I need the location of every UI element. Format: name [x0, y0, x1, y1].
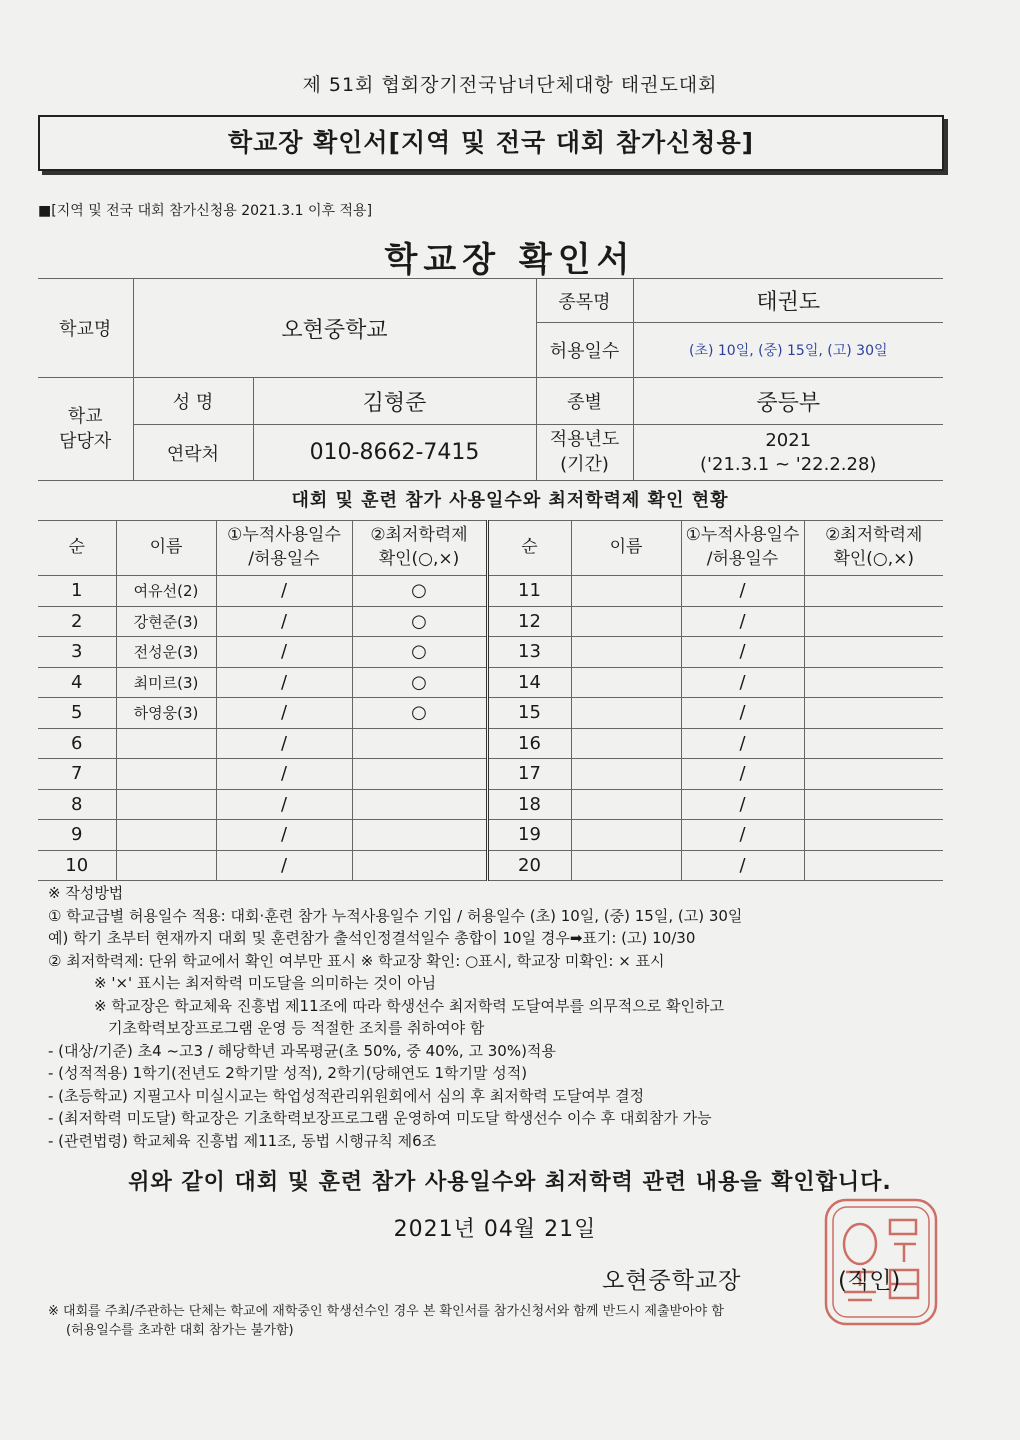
participant-name	[571, 850, 681, 881]
used-days: /	[216, 667, 352, 698]
table-row	[38, 789, 943, 820]
year-cell	[633, 425, 943, 481]
table-row	[38, 576, 943, 607]
participant-name	[571, 637, 681, 668]
check-mark: ○	[411, 610, 427, 632]
guide-line: - (초등학교) 지필고사 미실시교는 학업성적관리위원회에서 심의 후 최저학력 도달여부 결정	[48, 1086, 645, 1105]
participant-name: 전성운(3)	[116, 637, 216, 668]
used-days: /	[681, 667, 804, 698]
row-number: 7	[38, 759, 116, 790]
used-days: /	[216, 759, 352, 790]
participant-name	[116, 759, 216, 790]
guide-line: ① 학교급별 허용일수 적용: 대회·훈련 참가 누적사용일수 기입 / 허용일수 (초) 10일, (중) 15일, (고) 30일	[48, 906, 743, 925]
academic-check	[352, 576, 487, 607]
participant-name	[571, 759, 681, 790]
header-days: ①누적사용일수 /허용일수	[681, 521, 804, 576]
academic-check	[804, 820, 943, 851]
academic-check	[804, 789, 943, 820]
participant-name	[116, 789, 216, 820]
academic-check	[804, 606, 943, 637]
used-days: /	[681, 789, 804, 820]
row-number: 2	[38, 606, 116, 637]
row-number: 3	[38, 637, 116, 668]
used-days: /	[216, 728, 352, 759]
participant-name	[571, 698, 681, 729]
used-days: /	[216, 698, 352, 729]
table-row	[38, 820, 943, 851]
participant-name: 여유선(2)	[116, 576, 216, 607]
table-row	[38, 606, 943, 637]
row-number: 17	[487, 759, 571, 790]
row-number: 1	[38, 576, 116, 607]
participant-table	[38, 520, 943, 881]
table-row	[38, 850, 943, 881]
academic-check	[804, 637, 943, 668]
academic-check	[352, 667, 487, 698]
guide-line: - (최저학력 미도달) 학교장은 기초학력보장프로그램 운영하여 미도달 학생선수 이수 후 대회참가 가능	[48, 1109, 712, 1127]
section-title: 대회 및 훈련 참가 사용일수와 최저학력제 확인 현황	[291, 490, 729, 511]
confirm-statement: 위와 같이 대회 및 훈련 참가 사용일수와 최저학력 관련 내용을 확인합니다.	[128, 1170, 892, 1195]
footnote-line: ※ 대회를 주최/주관하는 단체는 학교에 재학중인 학생선수인 경우 본 확인서를 참가신청서와 함께 반드시 제출받아야 함	[48, 1304, 724, 1319]
table-row	[38, 637, 943, 668]
used-days: /	[216, 637, 352, 668]
used-days: /	[216, 576, 352, 607]
academic-check	[352, 820, 487, 851]
row-number: 11	[487, 576, 571, 607]
used-days: /	[681, 576, 804, 607]
row-number: 18	[487, 789, 571, 820]
academic-check	[804, 576, 943, 607]
applied-note: ■[지역 및 전국 대회 참가신청용 2021.3.1 이후 적용]	[38, 203, 373, 219]
participant-name: 최미르(3)	[116, 667, 216, 698]
used-days: /	[216, 820, 352, 851]
row-number: 14	[487, 667, 571, 698]
row-number: 15	[487, 698, 571, 729]
participant-name	[571, 576, 681, 607]
year-label: 적용년도 (기간)	[536, 425, 633, 481]
used-days: /	[681, 759, 804, 790]
participant-name	[116, 850, 216, 881]
academic-check	[804, 728, 943, 759]
used-days: /	[681, 698, 804, 729]
participant-name	[116, 820, 216, 851]
guide-line: - (성적적용) 1학기(전년도 2학기말 성적), 2학기(당해연도 1학기말 성적)	[48, 1064, 528, 1082]
guide-line: - (관련법령) 학교체육 진흥법 제11조, 동법 시행규칙 제6조	[48, 1131, 437, 1150]
sport-value: 태권도	[633, 279, 943, 323]
manager-label: 학교 담당자	[38, 378, 133, 481]
row-number: 19	[487, 820, 571, 851]
table-row	[38, 698, 943, 729]
contact-label: 연락처	[133, 425, 253, 481]
school-name: 오현중학교	[133, 279, 536, 378]
year-value: 2021	[765, 430, 812, 452]
row-number: 5	[38, 698, 116, 729]
row-number: 16	[487, 728, 571, 759]
participant-name	[571, 789, 681, 820]
guide-line: ※ 학교장은 학교체육 진흥법 제11조에 따라 학생선수 최저학력 도달여부를 의무적으로 확인하고	[94, 996, 724, 1015]
principal-title: 오현중학교장	[602, 1268, 742, 1294]
participant-name: 하영웅(3)	[116, 698, 216, 729]
row-number: 4	[38, 667, 116, 698]
academic-check	[804, 698, 943, 729]
used-days: /	[681, 637, 804, 668]
contact-value: 010-8662-7415	[253, 425, 536, 481]
document-title: 학교장 확인서[지역 및 전국 대회 참가신청용]	[38, 115, 944, 171]
academic-check	[352, 728, 487, 759]
academic-check	[352, 789, 487, 820]
participant-name	[571, 667, 681, 698]
name-label: 성 명	[133, 378, 253, 425]
guide-line: 예) 학기 초부터 현재까지 대회 및 훈련참가 출석인정결석일수 총합이 10일 경우➡표기: (고) 10/30	[48, 929, 696, 947]
table-row	[38, 667, 943, 698]
header-no: 순	[38, 521, 116, 576]
guide-line: ※ 작성방법	[48, 884, 124, 902]
header-check: ②최저학력제 확인(○,×)	[352, 521, 487, 576]
row-number: 20	[487, 850, 571, 881]
academic-check	[352, 698, 487, 729]
used-days: /	[216, 789, 352, 820]
seal-label: (직인)	[838, 1268, 901, 1294]
writing-guide	[48, 882, 948, 1152]
academic-check	[352, 850, 487, 881]
guide-line: 기초학력보장프로그램 운영 등 적절한 조치를 취하여야 함	[108, 1019, 485, 1037]
academic-check	[352, 759, 487, 790]
participant-name	[571, 606, 681, 637]
used-days: /	[681, 606, 804, 637]
sport-label: 종목명	[536, 279, 633, 323]
academic-check	[352, 637, 487, 668]
event-title: 제 51회 협회장기전국남녀단체대항 태권도대회	[302, 74, 718, 96]
table-row	[38, 759, 943, 790]
row-number: 10	[38, 850, 116, 881]
check-mark: ○	[411, 702, 427, 724]
school-label: 학교명	[38, 279, 133, 378]
header-days: ①누적사용일수 /허용일수	[216, 521, 352, 576]
check-mark: ○	[411, 641, 427, 663]
info-table	[38, 278, 943, 481]
check-mark: ○	[411, 580, 427, 602]
header-name: 이름	[116, 521, 216, 576]
row-number: 9	[38, 820, 116, 851]
guide-line: - (대상/기준) 초4 ~고3 / 해당학년 과목평균(초 50%, 중 40%, 고 30%)적용	[48, 1041, 556, 1060]
used-days: /	[216, 606, 352, 637]
allowed-days-label: 허용일수	[536, 323, 633, 378]
period-value: ('21.3.1 ~ '22.2.28)	[700, 453, 877, 475]
header-check: ②최저학력제 확인(○,×)	[804, 521, 943, 576]
participant-name	[571, 820, 681, 851]
guide-line: ※ '×' 표시는 최저학력 미도달을 의미하는 것이 아님	[94, 974, 437, 992]
academic-check	[804, 850, 943, 881]
main-title: 학교장 확인서	[384, 240, 636, 280]
participant-name	[116, 728, 216, 759]
header-name: 이름	[571, 521, 681, 576]
issue-date: 2021년 04월 21일	[393, 1217, 597, 1242]
manager-name: 김형준	[253, 378, 536, 425]
footnote	[48, 1302, 724, 1340]
allowed-days-value: (초) 10일, (중) 15일, (고) 30일	[633, 323, 943, 378]
academic-check	[352, 606, 487, 637]
used-days: /	[681, 820, 804, 851]
category-label: 종별	[536, 378, 633, 425]
table-row	[38, 728, 943, 759]
header-no: 순	[487, 521, 571, 576]
guide-line: ② 최저학력제: 단위 학교에서 확인 여부만 표시 ※ 학교장 확인: ○표시, 학교장 미확인: × 표시	[48, 951, 665, 970]
used-days: /	[681, 728, 804, 759]
participant-name: 강현준(3)	[116, 606, 216, 637]
used-days: /	[681, 850, 804, 881]
participant-name	[571, 728, 681, 759]
footnote-line: (허용일수를 초과한 대회 참가는 불가함)	[66, 1323, 294, 1338]
used-days: /	[216, 850, 352, 881]
row-number: 6	[38, 728, 116, 759]
academic-check	[804, 759, 943, 790]
check-mark: ○	[411, 671, 427, 693]
academic-check	[804, 667, 943, 698]
category-value: 중등부	[633, 378, 943, 425]
row-number: 12	[487, 606, 571, 637]
row-number: 13	[487, 637, 571, 668]
row-number: 8	[38, 789, 116, 820]
